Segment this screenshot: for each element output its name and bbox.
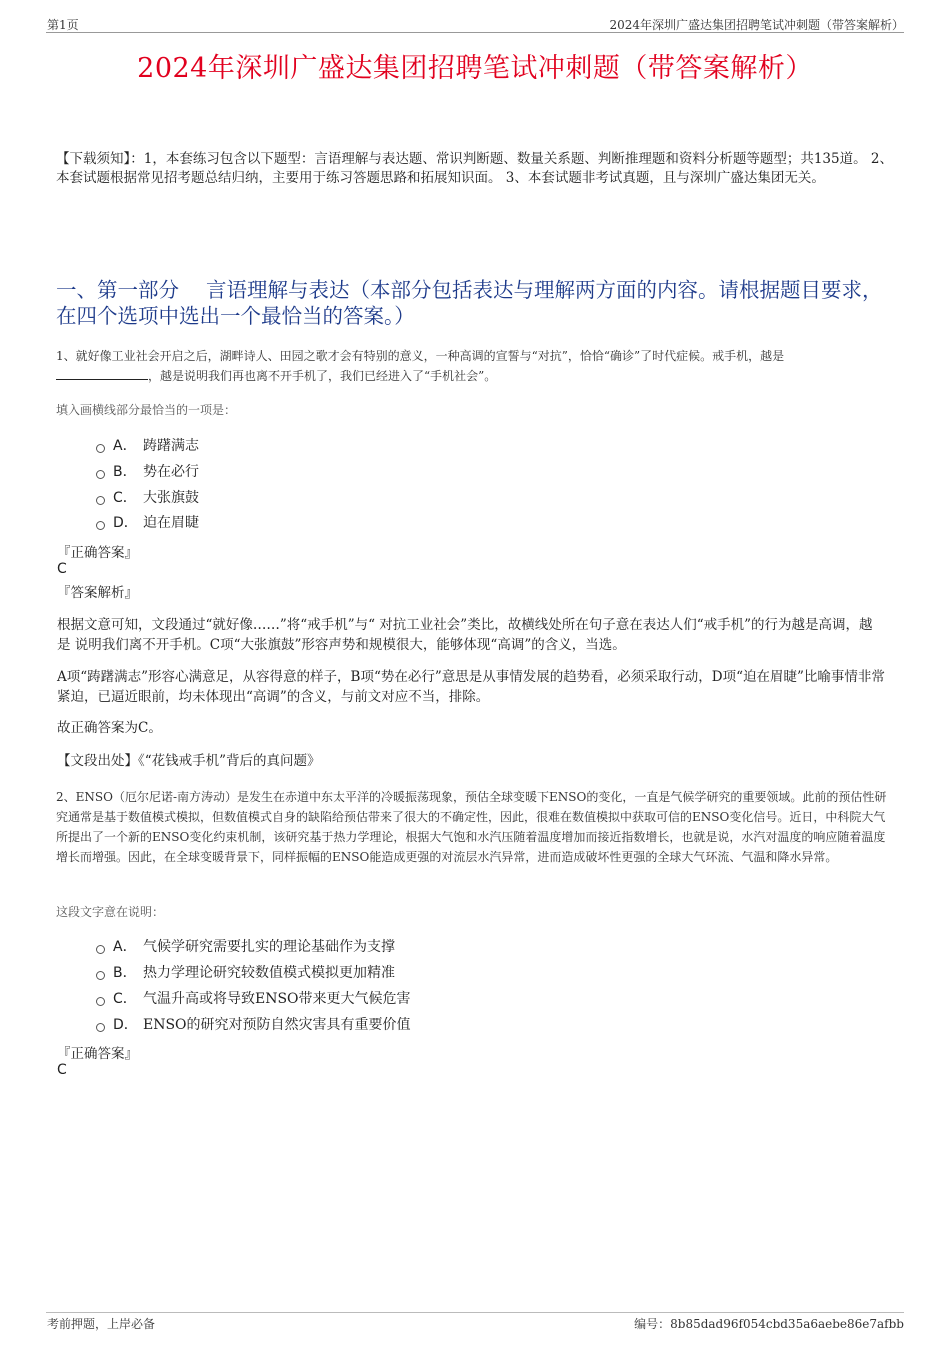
radio-button[interactable] [96, 444, 105, 453]
option-letter: A． [113, 939, 137, 955]
radio-button[interactable] [96, 971, 105, 980]
radio-button[interactable] [96, 945, 105, 954]
radio-button[interactable] [96, 496, 105, 505]
header-title: 2024年深圳广盛达集团招聘笔试冲刺题（带答案解析） [609, 18, 904, 32]
question-2-text: 2、ENSO（厄尔尼诺-南方涛动）是发生在赤道中东太平洋的冷暖振荡现象，预估全球变暖下ENSO的变化，一直是气候学研究的重要领域。此前的预估性研究通常是基于数值模式模拟，但数值模式自身的缺陷给预估带来了很大的不确定性，因此，很难在数值模拟中获取可信的ENSO变化信号。近日，中科院大气所提出了一个新的ENSO变化约束机制，该研究基于热力学理论，根据大气饱和水汽压随着温度增加而接近指数增长，也就是说，水汽对温度的响应随着温度增长而增强。因此，在全球变暖背景下，同样振幅的ENSO能造成更强的对流层水汽异常，进而造成破坏性更强的全球大气环流、气温和降水异常。 [56, 790, 887, 864]
option-text: 气温升高或将导致ENSO带来更大气候危害 [143, 991, 411, 1007]
document-title: 2024年深圳广盛达集团招聘笔试冲刺题（带答案解析） [137, 53, 813, 84]
option-text: 大张旗鼓 [143, 490, 199, 506]
radio-button[interactable] [96, 997, 105, 1006]
q2-answer-label: 『正确答案』 [57, 1046, 138, 1062]
q1-analysis-para-1: 根据文意可知，文段通过“就好像……”将“戒手机”与“ 对抗工业社会”类比，故横线处所在句子意在表达人们“戒手机”的行为越是高调，越 是 说明我们离不开手机。C项“大张旗鼓”形容声势和规模很大，能够体现“高调”的含义，当选。 [57, 617, 873, 653]
option-letter: B． [113, 965, 137, 981]
option-letter: C． [113, 490, 137, 506]
option-text: 气候学研究需要扎实的理论基础作为支撑 [143, 939, 395, 955]
header-divider [46, 32, 904, 33]
q1-option-b[interactable] [96, 461, 199, 481]
option-letter: A． [113, 438, 137, 454]
q1-answer-label: 『正确答案』 [57, 545, 138, 561]
question-2-prompt: 这段文字意在说明： [56, 905, 165, 919]
q2-option-a[interactable] [96, 936, 395, 956]
q2-option-b[interactable] [96, 962, 395, 982]
footer-divider [46, 1312, 904, 1313]
q1-analysis-para-2: A项“踌躇满志”形容心满意足，从容得意的样子，B项“势在必行”意思是从事情发展的趋势看，必须采取行动，D项“迫在眉睫”比喻事情非常紧迫，已逼近眼前，均未体现出“高调”的含义，与前文对应不当，排除。 [57, 669, 885, 705]
q1-option-d[interactable] [96, 512, 199, 532]
radio-button[interactable] [96, 1023, 105, 1032]
radio-button[interactable] [96, 470, 105, 479]
question-1-prompt: 填入画横线部分最恰当的一项是： [56, 403, 237, 417]
option-letter: D． [113, 515, 138, 531]
section-heading: 一、第一部分 言语理解与表达（本部分包括表达与理解两方面的内容。请根据题目要求，在四个选项中选出一个最恰当的答案。） [56, 278, 883, 328]
q1-analysis-label: 『答案解析』 [57, 585, 138, 601]
question-1-text [56, 346, 896, 386]
document-id: 编号：8b85dad96f054cbd35a6aebe86e7afbb [634, 1317, 904, 1331]
q1-answer-value: C [57, 561, 67, 577]
option-letter: B． [113, 464, 137, 480]
q1-source: 【文段出处】《“花钱戒手机”背后的真问题》 [57, 753, 321, 769]
q2-option-c[interactable] [96, 988, 411, 1008]
option-text: 迫在眉睫 [143, 515, 199, 531]
download-notice: 【下载须知】：1，本套练习包含以下题型：言语理解与表达题、常识判断题、数量关系题、判断推理题和资料分析题等题型；共135道。 2、本套试题根据常见招考题总结归纳，主要用于练习答题思路和拓展知识面。 3、本套试题非考试真题，且与深圳广盛达集团无关。 [56, 151, 893, 186]
q2-answer-value: C [57, 1062, 67, 1078]
option-text: ENSO的研究对预防自然灾害具有重要价值 [143, 1017, 411, 1033]
q1-option-c[interactable] [96, 487, 199, 507]
option-letter: C． [113, 991, 137, 1007]
option-text: 热力学理论研究较数值模式模拟更加精准 [143, 965, 395, 981]
option-letter: D． [113, 1017, 138, 1033]
radio-button[interactable] [96, 521, 105, 530]
question-1-text-after: ，越是说明我们再也离不开手机了，我们已经进入了“手机社会”。 [148, 369, 497, 383]
option-text: 势在必行 [143, 464, 199, 480]
question-1-text-before: 1、就好像工业社会开启之后，湖畔诗人、田园之歌才会有特别的意义，一种高调的宣誓与“对抗”，恰恰“确诊”了时代症候。戒手机，越是 [56, 349, 785, 363]
option-text: 踌躇满志 [143, 438, 199, 454]
q1-option-a[interactable] [96, 435, 199, 455]
q1-analysis-conclusion: 故正确答案为C。 [57, 720, 162, 736]
q2-option-d[interactable] [96, 1014, 411, 1034]
answer-blank [56, 367, 148, 380]
footer-slogan: 考前押题，上岸必备 [47, 1317, 156, 1331]
page-number: 第1页 [47, 18, 79, 32]
